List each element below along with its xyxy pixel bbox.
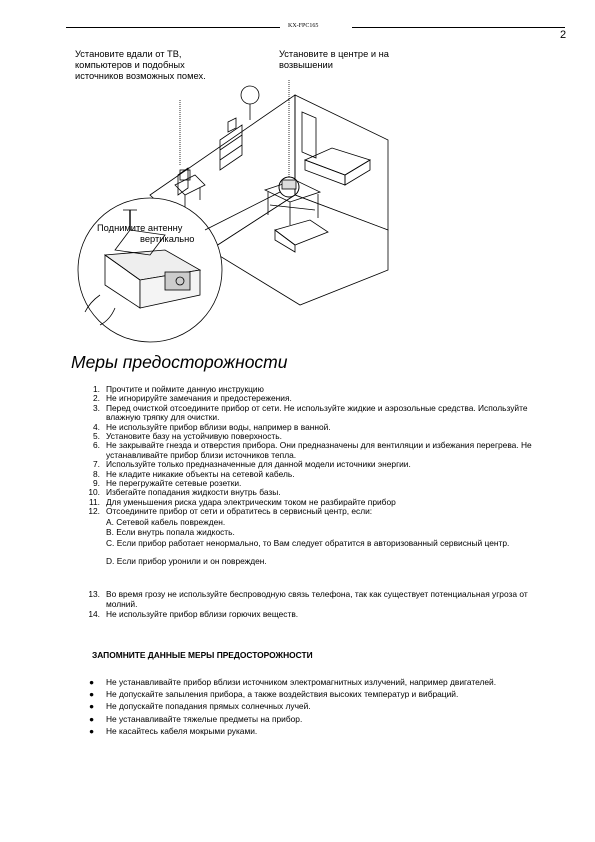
sub-item: C. Если прибор работает ненормально, то Вам следует обратится в авторизованный сервисный центр. — [106, 537, 510, 548]
sub-item: D. Если прибор уронили и он поврежден. — [106, 555, 267, 566]
item-number: 4. — [93, 421, 100, 432]
item-text: Во время грозу не используйте беспроводную связь телефона, так как существует потенциальная угроза от — [106, 589, 528, 600]
list-item — [85, 404, 570, 423]
list-item — [85, 610, 570, 619]
item-number: 8. — [93, 468, 100, 479]
caption-line: Установите в центре и на — [279, 49, 389, 59]
bullet-icon: ● — [89, 713, 95, 724]
item-text: Используйте только предназначенные для данной модели источники энергии. — [106, 459, 411, 470]
item-text: Прочтите и поймите данную инструкцию — [106, 384, 264, 394]
bullet-item — [88, 713, 568, 725]
sub-item: B. Если внутрь попала жидкость. — [106, 527, 235, 538]
room-illustration — [70, 80, 400, 350]
bullet-item — [88, 688, 568, 700]
item-text: Не перегружайте сетевые розетки. — [106, 478, 242, 489]
bullet-text: Не допускайте запыления прибора, а также воздействия высоких температур и вибраций. — [106, 689, 459, 700]
caption-right-top — [279, 49, 389, 71]
item-number: 13. — [88, 589, 100, 600]
item-number: 12. — [88, 506, 100, 517]
item-text: Установите базу на устойчивую поверхность. — [106, 431, 282, 442]
bullet-item — [88, 725, 568, 737]
item-number: 7. — [93, 459, 100, 470]
bullet-icon: ● — [89, 725, 95, 736]
item-text: влажную тряпку для очистки. — [106, 412, 220, 423]
item-text: Не кладите никакие объекты на сетевой кабель. — [106, 468, 295, 479]
item-text: Не игнорируйте замечания и предостережения. — [106, 393, 292, 404]
bullet-icon: ● — [89, 701, 95, 712]
caption-line: возвышении — [279, 60, 333, 70]
caption-line: Поднимите антенну — [97, 223, 183, 233]
caption-left-top — [75, 49, 206, 82]
bullet-icon: ● — [89, 677, 95, 687]
item-number: 1. — [93, 384, 100, 394]
section-title: Меры предосторожности — [71, 352, 288, 372]
item-text: Не закрывайте гнезда и отверстия прибора. Они предназначены для вентиляции и избежания перегрева. Не — [106, 440, 532, 451]
item-text: Отсоедините прибор от сети и обратитесь в сервисный центр, если: — [106, 506, 373, 517]
item-number: 11. — [88, 496, 100, 507]
precautions-list — [85, 385, 570, 620]
header-rule-left — [66, 27, 280, 28]
bullet-icon: ● — [89, 689, 95, 700]
item-text: Избегайте попадания жидкости внутрь базы. — [106, 487, 281, 498]
item-text: Для уменьшения риска удара электрическим током не разбирайте прибор — [106, 496, 396, 507]
item-number: 3. — [93, 402, 100, 413]
item-text: Не используйте прибор вблизи воды, например в ванной. — [106, 421, 331, 432]
header-model: KX-FPC165 — [288, 23, 319, 29]
caption-line: компьютеров и подобных — [75, 60, 185, 70]
bullet-text: Не устанавливайте прибор вблизи источником электромагнитных излучений, например двигателей. — [106, 677, 497, 687]
bullet-item — [88, 700, 568, 712]
item-text: молний. — [106, 598, 138, 609]
caption-line: источников возможных помех. — [75, 71, 206, 81]
item-number: 5. — [93, 431, 100, 442]
list-item — [85, 590, 570, 609]
sub-item: A. Сетевой кабель поврежден. — [106, 516, 226, 527]
bullet-text: Не устанавливайте тяжелые предметы на прибор. — [106, 713, 303, 724]
list-item — [85, 441, 570, 460]
bullet-item — [88, 676, 568, 688]
item-text: устанавливайте прибор близи источников тепла. — [106, 449, 297, 460]
item-number: 10. — [88, 487, 100, 498]
item-number: 14. — [88, 609, 100, 620]
item-number: 9. — [93, 478, 100, 489]
list-item — [85, 507, 570, 516]
caption-antenna — [97, 223, 194, 245]
caption-line: Установите вдали от ТВ, — [75, 49, 182, 59]
item-text: Перед очисткой отсоедините прибор от сети. Не используйте жидкие и аэрозольные средства. Используйте — [106, 402, 528, 413]
item-number: 6. — [93, 440, 100, 451]
reminder-bullets — [88, 676, 568, 737]
caption-line: вертикально — [140, 234, 195, 244]
reminder-title: ЗАПОМНИТЕ ДАННЫЕ МЕРЫ ПРЕДОСТОРОЖНОСТИ — [92, 650, 313, 660]
item-text: Не используйте прибор вблизи горючих веществ. — [106, 609, 299, 620]
bullet-text: Не касайтесь кабеля мокрыми руками. — [106, 725, 258, 736]
page-number: 2 — [560, 29, 567, 41]
bullet-text: Не допускайте попадания прямых солнечных лучей. — [106, 701, 311, 712]
header-rule-right — [352, 27, 565, 28]
sub-list — [85, 518, 570, 567]
item-number: 2. — [93, 393, 100, 404]
